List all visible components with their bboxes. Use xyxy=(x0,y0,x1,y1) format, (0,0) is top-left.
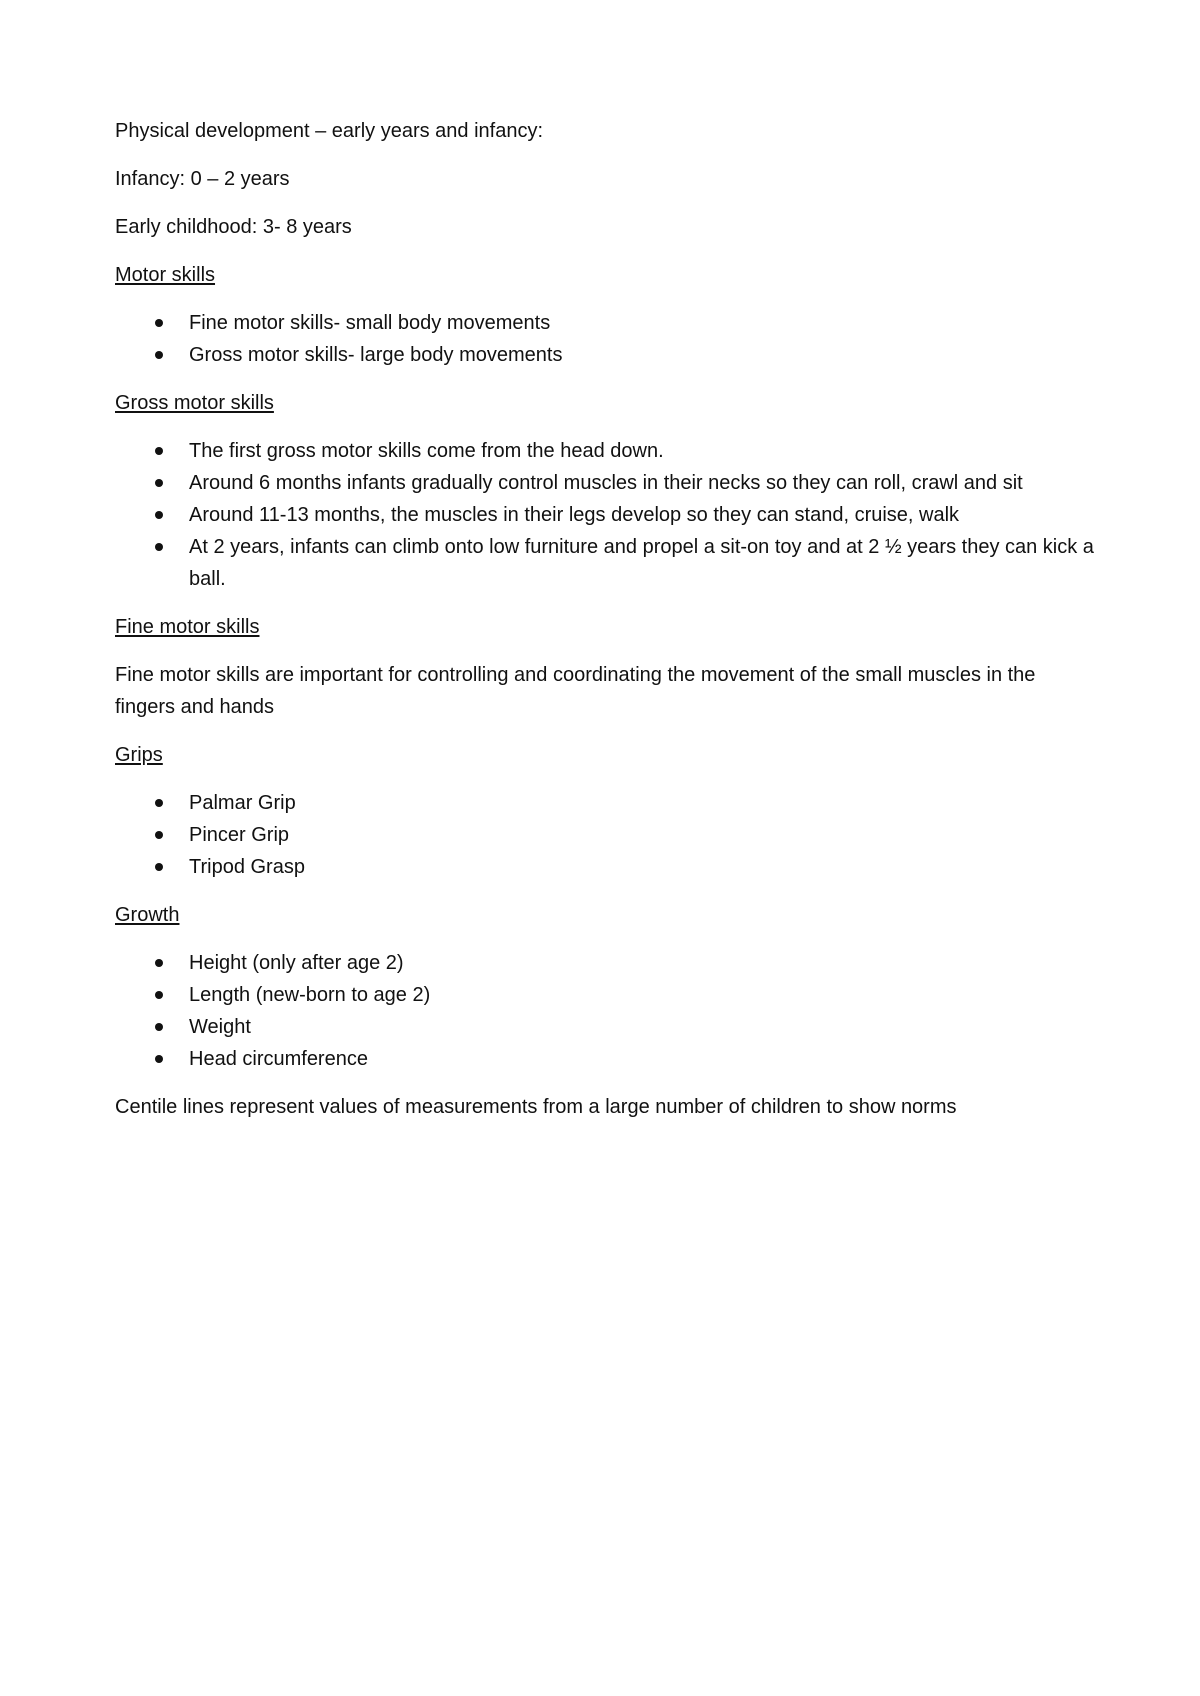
list-item-text: Weight xyxy=(189,1016,251,1038)
list-item xyxy=(115,819,1095,851)
bullet-icon xyxy=(155,351,163,359)
bullet-icon xyxy=(155,863,163,871)
growth-heading: Growth xyxy=(115,904,180,926)
document-title: Physical development – early years and infancy: xyxy=(115,120,544,142)
list-item xyxy=(115,499,1095,531)
list-item-text: Tripod Grasp xyxy=(189,856,305,878)
bullet-icon xyxy=(155,959,163,967)
document-content xyxy=(115,115,1095,1139)
gross-motor-skills-heading: Gross motor skills xyxy=(115,392,274,414)
bullet-icon xyxy=(155,479,163,487)
list-item xyxy=(115,1043,1095,1075)
fine-motor-skills-heading: Fine motor skills xyxy=(115,616,260,638)
list-item xyxy=(115,979,1095,1011)
list-item-text: Pincer Grip xyxy=(189,824,290,846)
list-item-text: Fine motor skills- small body movements xyxy=(189,312,551,334)
bullet-icon xyxy=(155,1023,163,1031)
list-item-text: Head circumference xyxy=(189,1048,368,1070)
bullet-icon xyxy=(155,319,163,327)
list-item-text: Around 11-13 months, the muscles in their legs develop so they can stand, cruise, walk xyxy=(189,504,960,526)
list-item-text: Palmar Grip xyxy=(189,792,296,814)
list-item-text: The first gross motor skills come from the head down. xyxy=(189,440,664,462)
bullet-icon xyxy=(155,1055,163,1063)
centile-text: Centile lines represent values of measurements from a large number of children to show norms xyxy=(115,1096,957,1118)
list-item xyxy=(115,947,1095,979)
list-item xyxy=(115,339,1095,371)
motor-skills-heading: Motor skills xyxy=(115,264,216,286)
growth-list xyxy=(115,947,1095,1075)
list-item xyxy=(115,307,1095,339)
bullet-icon xyxy=(155,831,163,839)
bullet-icon xyxy=(155,991,163,999)
list-item-text: Length (new-born to age 2) xyxy=(189,984,431,1006)
bullet-icon xyxy=(155,447,163,455)
early-childhood-line: Early childhood: 3- 8 years xyxy=(115,216,352,238)
list-item xyxy=(115,531,1095,595)
gross-motor-skills-list xyxy=(115,435,1095,595)
list-item xyxy=(115,467,1095,499)
infancy-line: Infancy: 0 – 2 years xyxy=(115,168,290,190)
grips-list xyxy=(115,787,1095,883)
list-item-text: Height (only after age 2) xyxy=(189,952,404,974)
bullet-icon xyxy=(155,511,163,519)
fine-motor-skills-text: Fine motor skills are important for controlling and coordinating the movement of the small muscles in the fingers and hands xyxy=(115,664,1036,718)
list-item xyxy=(115,1011,1095,1043)
list-item-text: Around 6 months infants gradually control muscles in their necks so they can roll, crawl and sit xyxy=(189,472,1023,494)
list-item xyxy=(115,435,1095,467)
bullet-icon xyxy=(155,799,163,807)
bullet-icon xyxy=(155,543,163,551)
motor-skills-list xyxy=(115,307,1095,371)
list-item-text: At 2 years, infants can climb onto low furniture and propel a sit-on toy and at 2 ½ years they can kick a ball. xyxy=(189,536,1094,590)
list-item-text: Gross motor skills- large body movements xyxy=(189,344,563,366)
list-item xyxy=(115,787,1095,819)
list-item xyxy=(115,851,1095,883)
grips-heading: Grips xyxy=(115,744,163,766)
